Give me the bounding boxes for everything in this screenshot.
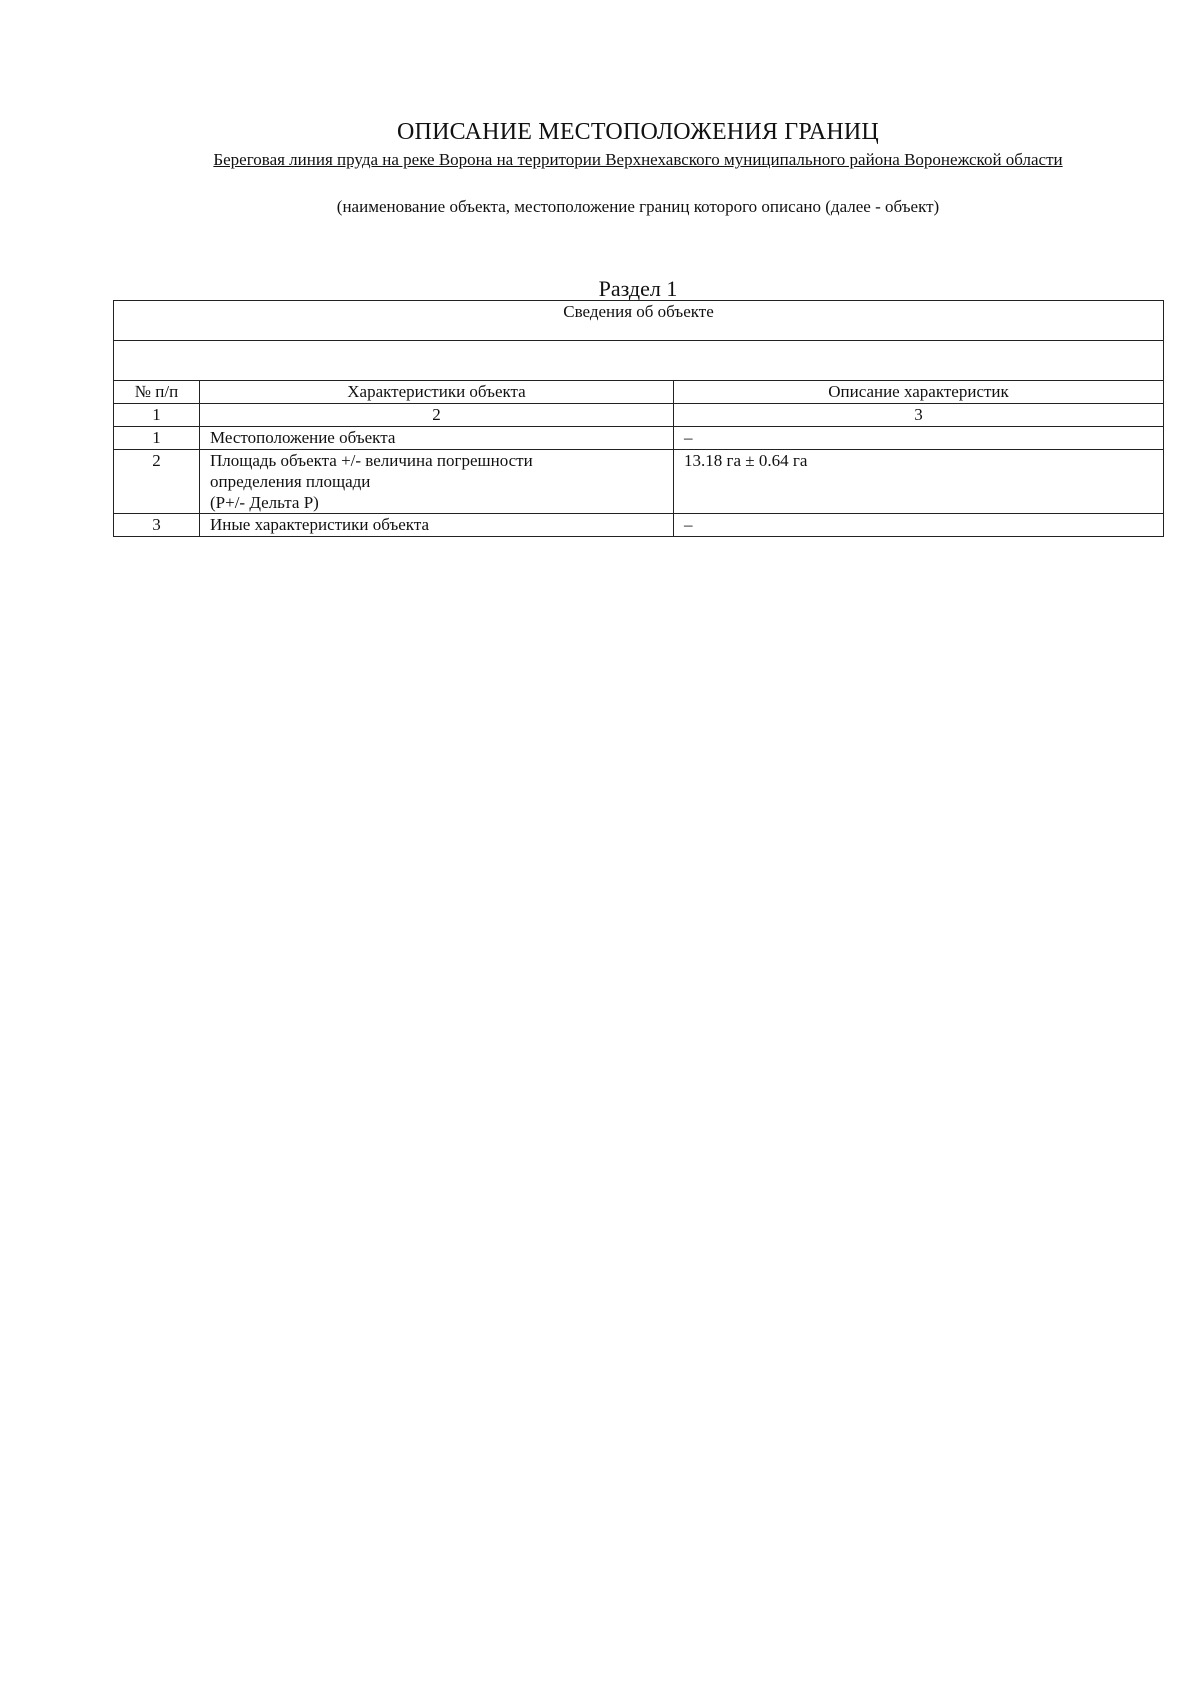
row-characteristic-line: (P+/- Дельта P) xyxy=(210,493,319,512)
column-header-row xyxy=(114,381,1164,404)
column-header-number: № п/п xyxy=(114,381,200,404)
row-characteristic-line: определения площади xyxy=(210,472,371,491)
table-empty-cell xyxy=(114,341,1164,381)
column-number-2: 2 xyxy=(200,404,674,427)
document-title: ОПИСАНИЕ МЕСТОПОЛОЖЕНИЯ ГРАНИЦ xyxy=(397,119,879,145)
column-number-1: 1 xyxy=(114,404,200,427)
row-number: 1 xyxy=(114,427,200,450)
column-number-3: 3 xyxy=(674,404,1164,427)
row-description: – xyxy=(674,427,1164,450)
row-number: 3 xyxy=(114,514,200,537)
table-row xyxy=(114,514,1164,537)
column-header-characteristic: Характеристики объекта xyxy=(200,381,674,404)
row-number: 2 xyxy=(114,450,200,514)
row-characteristic: Местоположение объекта xyxy=(200,427,674,450)
row-characteristic xyxy=(200,450,674,514)
table-empty-row xyxy=(114,341,1164,381)
column-header-description: Описание характеристик xyxy=(674,381,1164,404)
row-description: – xyxy=(674,514,1164,537)
row-description: 13.18 га ± 0.64 га xyxy=(674,450,1164,514)
object-name: Береговая линия пруда на реке Ворона на территории Верхнехавского муниципального района Воронежской области xyxy=(213,150,1063,169)
row-characteristic-line: Площадь объекта +/- величина погрешности xyxy=(210,451,533,470)
row-characteristic: Иные характеристики объекта xyxy=(200,514,674,537)
section-title: Раздел 1 xyxy=(598,276,678,301)
object-name-caption: (наименование объекта, местоположение границ которого описано (далее - объект) xyxy=(336,197,940,216)
table-header: Сведения об объекте xyxy=(114,301,1164,341)
object-info-table xyxy=(113,300,1164,537)
table-header-row xyxy=(114,301,1164,341)
table-row xyxy=(114,450,1164,514)
column-number-row xyxy=(114,404,1164,427)
table-row xyxy=(114,427,1164,450)
